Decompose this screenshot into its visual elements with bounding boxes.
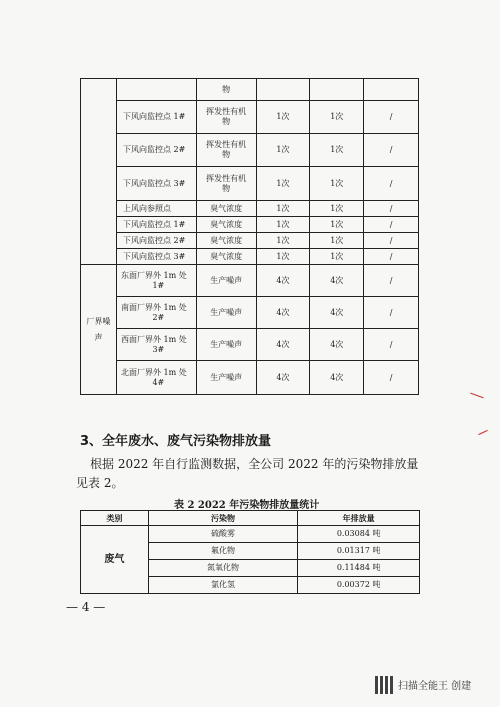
table-cell: 1次 bbox=[310, 134, 364, 167]
scan-mark bbox=[470, 393, 483, 399]
table-cell: 生产噪声 bbox=[196, 361, 256, 395]
cell-line: 1# bbox=[152, 280, 165, 290]
table-cell: 0.03084 吨 bbox=[298, 526, 420, 543]
table-cell: 1次 bbox=[256, 249, 310, 265]
table-row bbox=[81, 201, 419, 217]
table-cell: 1次 bbox=[256, 167, 310, 201]
table-cell: 下风向监控点 2# bbox=[116, 134, 196, 167]
cell-line: 2# bbox=[152, 312, 165, 322]
table-cell: 臭气浓度 bbox=[196, 201, 256, 217]
table-cell bbox=[196, 101, 256, 134]
table-cell: 1次 bbox=[310, 233, 364, 249]
table-cell: 0.01317 吨 bbox=[298, 543, 420, 560]
column-header: 年排放量 bbox=[298, 511, 420, 526]
group-cell-blank bbox=[81, 79, 117, 265]
table-cell: 4次 bbox=[256, 361, 310, 395]
cell-line: 挥发性有机 bbox=[206, 173, 247, 183]
qr-code-icon bbox=[375, 676, 393, 694]
table-row bbox=[81, 249, 419, 265]
table-cell: / bbox=[364, 297, 419, 329]
cell-line: 南面厂界外 1m 处 bbox=[120, 302, 187, 312]
table-cell: 1次 bbox=[310, 167, 364, 201]
table-cell: 生产噪声 bbox=[196, 265, 256, 297]
noise-group-cell bbox=[81, 265, 117, 395]
table-row bbox=[81, 526, 420, 543]
cell-line: 物 bbox=[222, 183, 231, 193]
table-cell: / bbox=[364, 361, 419, 395]
table-cell: / bbox=[364, 201, 419, 217]
column-header: 类别 bbox=[81, 511, 149, 526]
table-cell: 4次 bbox=[310, 265, 364, 297]
watermark: 扫描全能王 创建 bbox=[398, 681, 472, 692]
table-cell: 1次 bbox=[310, 249, 364, 265]
table-cell: 硫酸雾 bbox=[148, 526, 298, 543]
cell-line: 挥发性有机 bbox=[206, 140, 247, 149]
table-cell: / bbox=[364, 233, 419, 249]
cell-line: 物 bbox=[222, 150, 231, 159]
table-row bbox=[81, 329, 419, 361]
table-cell: 臭气浓度 bbox=[196, 249, 256, 265]
table-cell bbox=[116, 265, 196, 297]
table-header-row bbox=[81, 511, 420, 526]
table-cell: 4次 bbox=[310, 329, 364, 361]
table-cell bbox=[196, 167, 256, 201]
table-cell: 下风向监控点 2# bbox=[116, 233, 196, 249]
table-cell: / bbox=[364, 217, 419, 233]
table-cell: 臭气浓度 bbox=[196, 233, 256, 249]
table-cell: 下风向监控点 3# bbox=[116, 167, 196, 201]
table-cell: 1次 bbox=[310, 217, 364, 233]
table-cell: 生产噪声 bbox=[196, 297, 256, 329]
table-row bbox=[81, 361, 419, 395]
cell-line: 物 bbox=[222, 117, 231, 126]
table-cell: 1次 bbox=[310, 101, 364, 134]
table-cell: 0.00372 吨 bbox=[298, 577, 420, 594]
table-cell: 下风向监控点 1# bbox=[116, 217, 196, 233]
scan-mark bbox=[478, 430, 487, 435]
emissions-table bbox=[80, 510, 420, 594]
section-heading: 3、全年废水、废气污染物排放量 bbox=[80, 434, 272, 449]
table-cell: / bbox=[364, 167, 419, 201]
table-cell: 4次 bbox=[256, 265, 310, 297]
table-cell: 生产噪声 bbox=[196, 329, 256, 361]
table-cell bbox=[116, 329, 196, 361]
table-cell: 下风向监控点 1# bbox=[116, 101, 196, 134]
table-cell: 4次 bbox=[310, 297, 364, 329]
table-cell: 4次 bbox=[256, 329, 310, 361]
table-cell: 1次 bbox=[256, 101, 310, 134]
cell-line: 西面厂界外 1m 处 bbox=[120, 334, 187, 344]
cell-line: 挥发性有机 bbox=[206, 107, 247, 116]
noise-group-label: 厂界噪声 bbox=[86, 316, 111, 342]
table-row bbox=[81, 134, 419, 167]
paragraph-line: 根据 2022 年自行监测数据，全公司 2022 年的污染物排放量 bbox=[90, 457, 419, 471]
table-cell: 氯化氢 bbox=[148, 577, 298, 594]
table-cell: 臭气浓度 bbox=[196, 217, 256, 233]
cell-line: 3# bbox=[152, 344, 165, 354]
table-cell: 1次 bbox=[256, 233, 310, 249]
table-row bbox=[81, 217, 419, 233]
table-cell: 下风向监控点 3# bbox=[116, 249, 196, 265]
table-row bbox=[81, 167, 419, 201]
page-number: — 4 — bbox=[66, 600, 106, 614]
cell-line: 东面厂界外 1m 处 bbox=[120, 270, 187, 280]
table-cell: 上风向参照点 bbox=[116, 201, 196, 217]
table-caption: 表 2 2022 年污染物排放量统计 bbox=[174, 500, 320, 511]
table-row bbox=[81, 297, 419, 329]
table-cell: 1次 bbox=[310, 201, 364, 217]
cell-line: 4# bbox=[152, 377, 165, 387]
monitoring-table bbox=[80, 78, 419, 395]
table-cell: / bbox=[364, 329, 419, 361]
table-row bbox=[81, 265, 419, 297]
table-cell: 1次 bbox=[256, 134, 310, 167]
table-cell: 氟化物 bbox=[148, 543, 298, 560]
table-cell: 4次 bbox=[310, 361, 364, 395]
cell-line: 北面厂界外 1m 处 bbox=[120, 367, 187, 377]
table-cell bbox=[116, 361, 196, 395]
table-cell: / bbox=[364, 134, 419, 167]
table-cell: 4次 bbox=[256, 297, 310, 329]
table-cell: / bbox=[364, 249, 419, 265]
column-header: 污染物 bbox=[148, 511, 298, 526]
table-row bbox=[81, 101, 419, 134]
table-cell: 0.11484 吨 bbox=[298, 560, 420, 577]
paragraph-line: 见表 2。 bbox=[76, 476, 124, 490]
table-cell: 1次 bbox=[256, 217, 310, 233]
table-cell: 物 bbox=[196, 79, 256, 101]
table-cell: 氮氧化物 bbox=[148, 560, 298, 577]
table-cell: 1次 bbox=[256, 201, 310, 217]
category-cell: 废气 bbox=[81, 526, 149, 594]
table-cell bbox=[196, 134, 256, 167]
table-row bbox=[81, 233, 419, 249]
table-cell: / bbox=[364, 265, 419, 297]
table-cell: / bbox=[364, 101, 419, 134]
table-cell bbox=[116, 297, 196, 329]
